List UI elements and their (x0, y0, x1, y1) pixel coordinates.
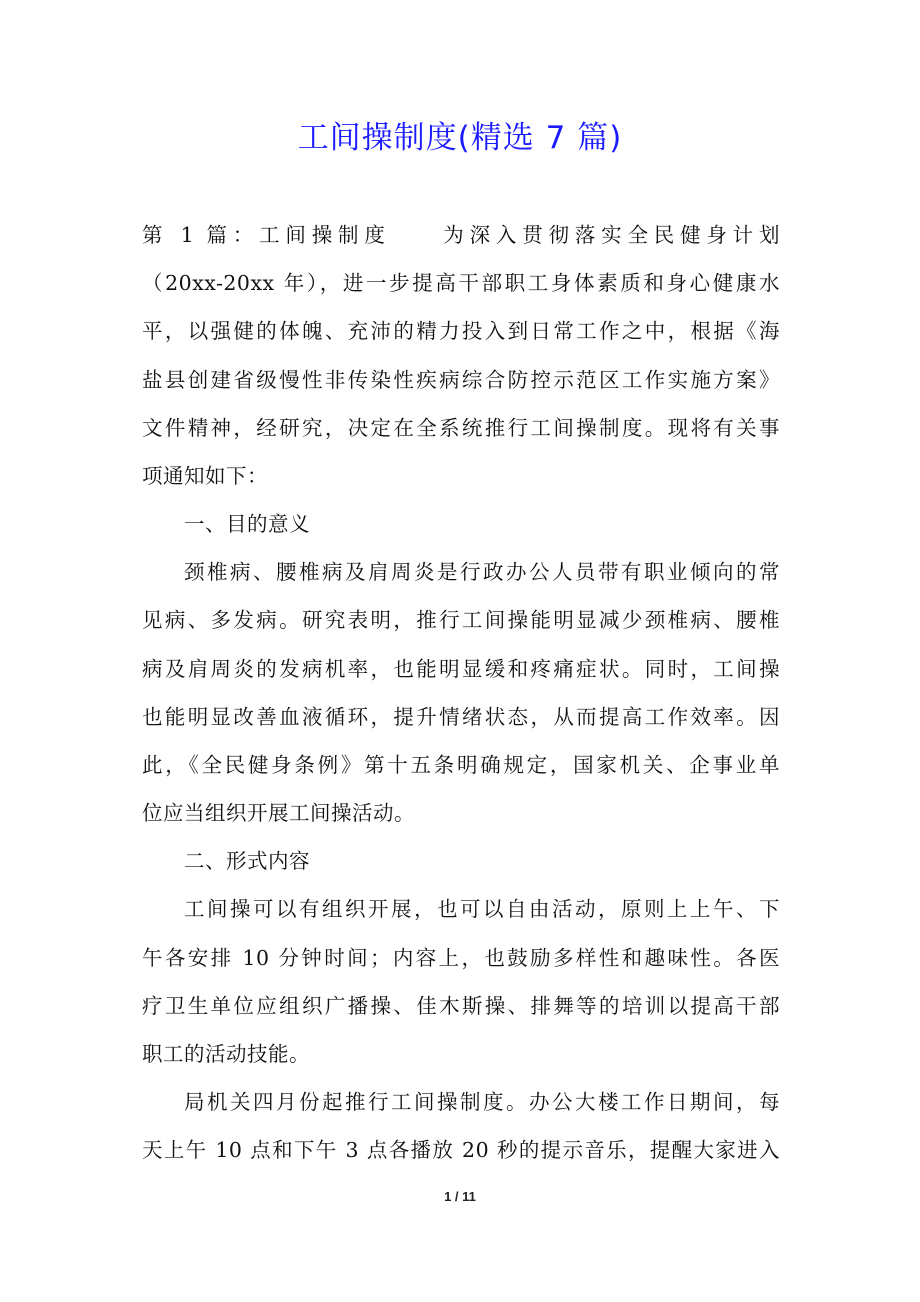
body-line: 颈椎病、腰椎病及肩周炎是行政办公人员带有职业倾向的常 (184, 560, 780, 584)
body-line: 此，《全民健身条例》第十五条明确规定，国家机关、企事业单 (142, 753, 780, 777)
body-line: 疗卫生单位应组织广播操、佳木斯操、排舞等的培训以提高干部 (142, 994, 780, 1018)
body-line: （20xx-20xx 年），进一步提高干部职工身体素质和身心健康水 (142, 271, 780, 295)
section-heading: 二、形式内容 (184, 849, 310, 873)
body-line: 工间操可以有组织开展，也可以自由活动，原则上上午、下 (184, 897, 780, 921)
body-line: 职工的活动技能。 (142, 1042, 310, 1066)
body-line: 位应当组织开展工间操活动。 (142, 801, 415, 825)
body-line: 天上午 10 点和下午 3 点各播放 20 秒的提示音乐，提醒大家进入 (142, 1138, 780, 1162)
document-title: 工间操制度(精选 7 篇) (297, 120, 623, 156)
page-indicator: 1 / 11 (444, 1189, 476, 1204)
body-line: 文件精神，经研究，决定在全系统推行工间操制度。现将有关事 (142, 416, 780, 440)
body-line: 盐县创建省级慢性非传染性疾病综合防控示范区工作实施方案》 (142, 368, 780, 392)
body-line: 见病、多发病。研究表明，推行工间操能明显减少颈椎病、腰椎 (142, 608, 780, 632)
body-line: 病及肩周炎的发病机率，也能明显缓和疼痛症状。同时，工间操 (142, 657, 780, 681)
body-line: 平，以强健的体魄、充沛的精力投入到日常工作之中，根据《海 (142, 319, 780, 343)
body-line: 也能明显改善血液循环，提升情绪状态，从而提高工作效率。因 (142, 705, 780, 729)
section-heading: 一、目的意义 (184, 512, 310, 536)
body-line: 项通知如下： (142, 464, 268, 488)
body-line: 局机关四月份起推行工间操制度。办公大楼工作日期间，每 (184, 1090, 780, 1114)
body-line: 午各安排 10 分钟时间；内容上，也鼓励多样性和趣味性。各医 (142, 946, 780, 970)
body-line: 第 1 篇：工间操制度 为深入贯彻落实全民健身计划 (142, 223, 780, 247)
